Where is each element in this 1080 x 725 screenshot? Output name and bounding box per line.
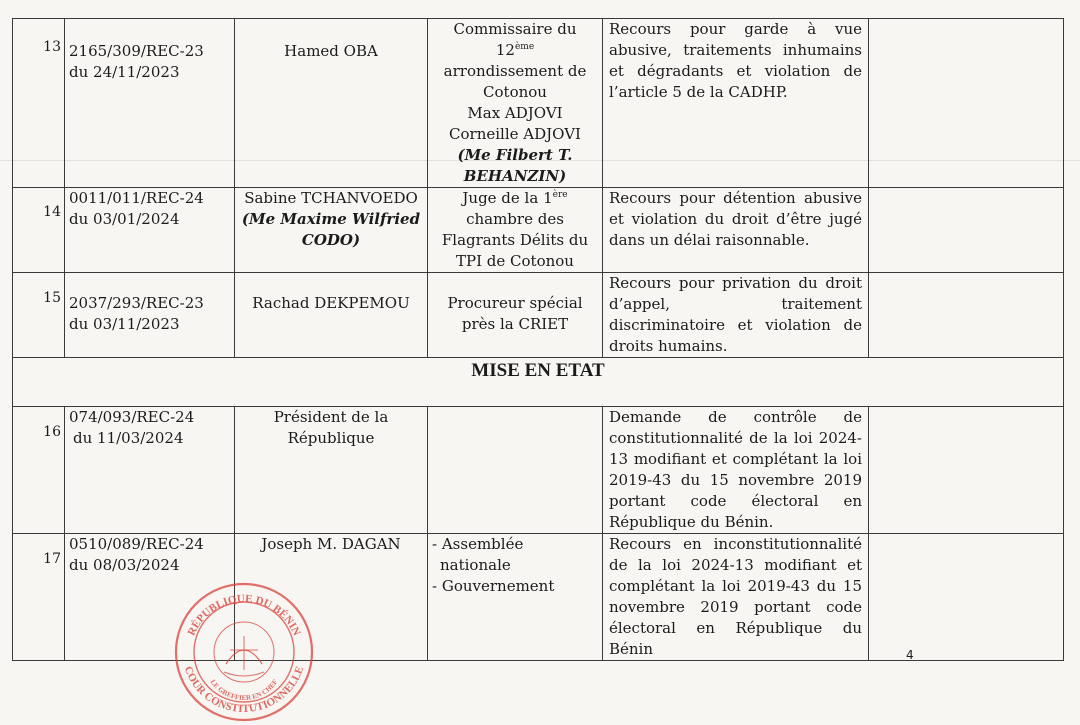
observations-cell <box>869 188 1064 273</box>
seal-text-bottom: COUR CONSTITUTIONNELLE <box>181 664 307 716</box>
seal-text-top: RÉPUBLIQUE DU BÉNIN <box>185 592 303 638</box>
object-line: dans un délai raisonnable. <box>609 231 810 249</box>
applicant-cell <box>235 19 428 188</box>
applicant-lawyer: CODO) <box>301 231 361 249</box>
table-row <box>13 19 1064 188</box>
object-cell <box>603 19 869 188</box>
table-row <box>13 188 1064 273</box>
row-number: 13 <box>43 39 61 55</box>
page-number: 4 <box>906 648 914 662</box>
case-roll-table <box>12 18 1064 661</box>
case-date: du 03/11/2023 <box>69 315 180 333</box>
object-cell <box>603 407 869 534</box>
applicant-name: Rachad DEKPEMOU <box>252 294 410 312</box>
case-reference-cell <box>65 273 235 358</box>
respondent-line: Cotonou <box>483 83 547 101</box>
row-number: 17 <box>43 551 61 567</box>
object-line: l’article 5 de la CADHP. <box>609 83 788 101</box>
respondent-line: Max ADJOVI <box>467 104 563 122</box>
section-row <box>13 358 1064 407</box>
respondent-line: près la CRIET <box>461 315 569 333</box>
observations-cell <box>869 534 1064 661</box>
applicant-name: Hamed OBA <box>284 42 378 60</box>
case-reference-cell <box>65 407 235 534</box>
observations-cell <box>869 407 1064 534</box>
respondent-line: 12ème <box>495 41 535 59</box>
applicant-name: Président de la <box>273 408 389 426</box>
respondent-cell <box>428 19 603 188</box>
object-line: novembre 2019 portant code <box>609 598 862 616</box>
respondent-lawyer: BEHANZIN) <box>463 167 567 185</box>
object-line: complétant la loi 2019-43 du 15 <box>609 577 862 595</box>
applicant-cell <box>235 188 428 273</box>
row-number: 16 <box>43 424 61 440</box>
row-number-cell <box>13 19 65 188</box>
object-line: droits humains. <box>609 337 728 355</box>
respondent-line: - Gouvernement <box>432 577 555 595</box>
object-line: République du Bénin. <box>609 513 774 531</box>
section-title: MISE EN ETAT <box>13 358 1064 407</box>
applicant-cell <box>235 273 428 358</box>
respondent-line: Commissaire du <box>453 20 577 38</box>
observations-cell <box>869 273 1064 358</box>
row-number-cell <box>13 534 65 661</box>
respondent-line: - Assemblée <box>432 535 524 553</box>
respondent-cell <box>428 188 603 273</box>
applicant-name: République <box>287 429 375 447</box>
object-line: abusive, traitements inhumains <box>609 41 862 59</box>
table-row <box>13 407 1064 534</box>
respondent-line: nationale <box>440 556 511 574</box>
case-reference: 2165/309/REC-23 <box>69 42 204 60</box>
object-line: discriminatoire et violation de <box>609 316 862 334</box>
seal-text-inner: LE GREFFIER EN CHEF <box>208 678 280 703</box>
observations-cell <box>869 19 1064 188</box>
respondent-cell <box>428 534 603 661</box>
object-line: Recours pour garde à vue <box>609 20 862 38</box>
applicant-lawyer: (Me Maxime Wilfried <box>241 210 421 228</box>
case-reference: 2037/293/REC-23 <box>69 294 204 312</box>
respondent-line: TPI de Cotonou <box>456 252 574 270</box>
row-number-cell <box>13 188 65 273</box>
respondent-line: Flagrants Délits du <box>441 231 589 249</box>
object-line: Demande de contrôle de <box>609 408 862 426</box>
case-reference: 0011/011/REC-24 <box>69 189 204 207</box>
object-cell <box>603 188 869 273</box>
case-reference: 0510/089/REC-24 <box>69 535 204 553</box>
case-reference-cell <box>65 19 235 188</box>
applicant-name: Joseph M. DAGAN <box>261 535 401 553</box>
respondent-cell <box>428 273 603 358</box>
table-row <box>13 273 1064 358</box>
object-line: de la loi 2024-13 modifiant et <box>609 556 862 574</box>
case-date: du 11/03/2024 <box>73 429 184 447</box>
object-line: et violation du droit d’être jugé <box>609 210 862 228</box>
case-date: du 08/03/2024 <box>69 556 180 574</box>
object-line: électoral en République du Bénin <box>609 619 862 658</box>
object-line: constitutionnalité de la loi 2024- <box>609 429 862 447</box>
respondent-line: chambre des <box>466 210 564 228</box>
object-line: d’appel, traitement <box>609 295 862 313</box>
case-reference-cell <box>65 188 235 273</box>
applicant-cell <box>235 407 428 534</box>
object-line: 13 modifiant et complétant la loi <box>609 450 862 468</box>
object-line: Recours en inconstitutionnalité <box>609 535 862 553</box>
row-number-cell <box>13 407 65 534</box>
object-line: portant code électoral en <box>609 492 862 510</box>
object-line: Recours pour privation du droit <box>609 274 862 292</box>
object-line: 2019-43 du 15 novembre 2019 <box>609 471 862 489</box>
row-number: 14 <box>43 204 61 220</box>
official-seal-stamp <box>170 580 318 725</box>
respondent-lawyer: (Me Filbert T. <box>457 146 573 164</box>
respondent-line: Corneille ADJOVI <box>449 125 581 143</box>
object-line: et dégradants et violation de <box>609 62 862 80</box>
row-number-cell <box>13 273 65 358</box>
case-date: du 03/01/2024 <box>69 210 180 228</box>
object-line: Recours pour détention abusive <box>609 189 862 207</box>
object-cell <box>603 273 869 358</box>
case-date: du 24/11/2023 <box>69 63 180 81</box>
applicant-name: Sabine TCHANVOEDO <box>244 189 418 207</box>
object-cell <box>603 534 869 661</box>
respondent-line: arrondissement de <box>443 62 587 80</box>
respondent-cell <box>428 407 603 534</box>
row-number: 15 <box>43 290 61 306</box>
respondent-line: Juge de la 1ère <box>462 189 568 207</box>
case-reference: 074/093/REC-24 <box>69 408 195 426</box>
respondent-line: Procureur spécial <box>447 294 583 312</box>
